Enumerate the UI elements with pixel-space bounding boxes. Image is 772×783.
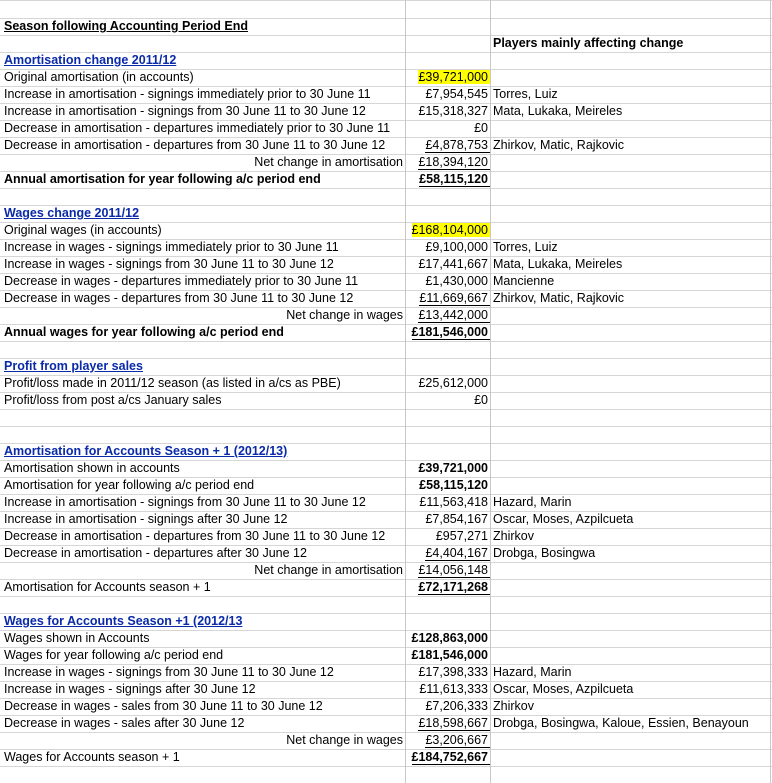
row-label[interactable]: Profit/loss from post a/cs January sales: [4, 393, 222, 407]
row-label[interactable]: Decrease in wages - departures immediately prior to 30 June 11: [4, 274, 359, 288]
total-label[interactable]: Annual amortisation for year following a/c period end: [4, 172, 321, 186]
value-text: £72,171,268: [418, 580, 488, 594]
row-label[interactable]: Increase in wages - signings immediately prior to 30 June 11: [4, 240, 339, 254]
row-value[interactable]: [406, 511, 490, 528]
value-text: £11,563,418: [419, 495, 488, 509]
row-players[interactable]: Oscar, Moses, Azpilcueta: [493, 682, 634, 696]
row-value[interactable]: [406, 69, 490, 86]
row-value[interactable]: [406, 460, 490, 477]
value-text: £1,430,000: [425, 274, 488, 288]
section-heading[interactable]: Amortisation for Accounts Season + 1 (2012/13): [4, 444, 288, 458]
value-text: £25,612,000: [418, 376, 488, 390]
total-label[interactable]: Annual wages for year following a/c period end: [4, 325, 284, 339]
row-value[interactable]: [406, 698, 490, 715]
row-label[interactable]: Profit/loss made in 2011/12 season (as listed in a/cs as PBE): [4, 376, 341, 390]
row-players[interactable]: Zhirkov: [493, 699, 534, 713]
value-text: £58,115,120: [419, 172, 488, 186]
value-text: £9,100,000: [425, 240, 488, 254]
value-text: £0: [474, 393, 488, 407]
row-value[interactable]: [406, 103, 490, 120]
row-value[interactable]: [406, 273, 490, 290]
row-label[interactable]: Increase in wages - signings from 30 June 11 to 30 June 12: [4, 257, 334, 271]
players-column-header[interactable]: Players mainly affecting change: [493, 36, 684, 50]
value-text: £3,206,667: [425, 733, 488, 747]
row-players[interactable]: Zhirkov, Matic, Rajkovic: [493, 138, 625, 152]
value-text: £7,854,167: [425, 512, 488, 526]
row-players[interactable]: Zhirkov: [493, 529, 534, 543]
row-value[interactable]: [406, 137, 490, 154]
row-players[interactable]: Mata, Lukaka, Meireles: [493, 257, 623, 271]
section-heading[interactable]: Amortisation change 2011/12: [4, 53, 177, 67]
row-value[interactable]: [406, 477, 490, 494]
value-text: £128,863,000: [411, 631, 488, 645]
row-label[interactable]: Decrease in wages - departures from 30 June 11 to 30 June 12: [4, 291, 354, 305]
value-text: £15,318,327: [418, 104, 488, 118]
row-label[interactable]: Original amortisation (in accounts): [4, 70, 194, 84]
net-change-label[interactable]: Net change in wages: [286, 308, 403, 322]
row-label[interactable]: Decrease in wages - sales after 30 June 12: [4, 716, 245, 730]
row-label[interactable]: Original wages (in accounts): [4, 223, 162, 237]
total-label[interactable]: Wages for Accounts season + 1: [4, 750, 180, 764]
row-players[interactable]: Mancienne: [493, 274, 555, 288]
row-value[interactable]: [406, 239, 490, 256]
value-text: £4,404,167: [425, 546, 488, 560]
net-change-value[interactable]: [406, 307, 490, 324]
row-value[interactable]: [406, 528, 490, 545]
row-value[interactable]: [406, 715, 490, 732]
row-players[interactable]: Mata, Lukaka, Meireles: [493, 104, 623, 118]
row-label[interactable]: Decrease in amortisation - departures from 30 June 11 to 30 June 12: [4, 529, 386, 543]
total-value[interactable]: [406, 579, 490, 596]
row-label[interactable]: Increase in amortisation - signings immediately prior to 30 June 11: [4, 87, 371, 101]
row-label[interactable]: Amortisation shown in accounts: [4, 461, 180, 475]
row-value[interactable]: [406, 647, 490, 664]
value-text: £7,954,545: [425, 87, 488, 101]
row-label[interactable]: Decrease in amortisation - departures from 30 June 11 to 30 June 12: [4, 138, 386, 152]
value-text: £957,271: [435, 529, 488, 543]
row-label[interactable]: Decrease in amortisation - departures immediately prior to 30 June 11: [4, 121, 391, 135]
value-text: £7,206,333: [425, 699, 488, 713]
total-value[interactable]: [406, 749, 490, 766]
row-players[interactable]: Hazard, Marin: [493, 495, 572, 509]
row-players[interactable]: Hazard, Marin: [493, 665, 572, 679]
net-change-label[interactable]: Net change in amortisation: [254, 563, 403, 577]
value-text: £181,546,000: [411, 648, 488, 662]
row-label[interactable]: Increase in wages - signings after 30 June 12: [4, 682, 256, 696]
row-value[interactable]: [406, 681, 490, 698]
row-value[interactable]: [406, 494, 490, 511]
value-text: £11,669,667: [419, 291, 488, 305]
row-value[interactable]: [406, 545, 490, 562]
row-players[interactable]: Oscar, Moses, Azpilcueta: [493, 512, 634, 526]
row-label[interactable]: Amortisation for year following a/c period end: [4, 478, 255, 492]
value-text: £181,546,000: [411, 325, 488, 339]
net-change-value[interactable]: [406, 732, 490, 749]
sheet-title[interactable]: Season following Accounting Period End: [4, 19, 248, 33]
row-value[interactable]: [406, 392, 490, 409]
value-text: £39,721,000: [418, 461, 488, 475]
row-players[interactable]: Torres, Luiz: [493, 240, 558, 254]
row-label[interactable]: Increase in amortisation - signings from 30 June 11 to 30 June 12: [4, 104, 366, 118]
value-text: £17,398,333: [418, 665, 488, 679]
row-value[interactable]: [406, 630, 490, 647]
value-text: £0: [474, 121, 488, 135]
row-players[interactable]: Zhirkov, Matic, Rajkovic: [493, 291, 625, 305]
column-divider: [490, 0, 491, 783]
row-label[interactable]: Wages shown in Accounts: [4, 631, 150, 645]
row-players[interactable]: Drobga, Bosingwa: [493, 546, 596, 560]
column-divider: [770, 0, 771, 783]
row-label[interactable]: Increase in amortisation - signings from 30 June 11 to 30 June 12: [4, 495, 366, 509]
row-label[interactable]: Increase in wages - signings from 30 June 11 to 30 June 12: [4, 665, 334, 679]
row-value[interactable]: [406, 86, 490, 103]
value-text: £13,442,000: [418, 308, 488, 322]
section-heading[interactable]: Wages for Accounts Season +1 (2012/13: [4, 614, 243, 628]
value-text: £14,056,148: [418, 563, 488, 577]
row-players[interactable]: Drobga, Bosingwa, Kaloue, Essien, Benayoun: [493, 716, 749, 730]
row-value[interactable]: [406, 222, 490, 239]
value-text: £4,878,753: [425, 138, 488, 152]
row-value[interactable]: [406, 664, 490, 681]
value-text: £18,598,667: [418, 716, 488, 730]
value-text: £11,613,333: [419, 682, 488, 696]
value-text: £184,752,667: [411, 750, 488, 764]
value-text: £39,721,000: [418, 70, 488, 84]
row-label[interactable]: Increase in amortisation - signings after 30 June 12: [4, 512, 288, 526]
row-label[interactable]: Decrease in amortisation - departures after 30 June 12: [4, 546, 307, 560]
row-value[interactable]: [406, 256, 490, 273]
total-value[interactable]: [406, 324, 490, 341]
row-value[interactable]: [406, 290, 490, 307]
net-change-value[interactable]: [406, 562, 490, 579]
section-heading[interactable]: Wages change 2011/12: [4, 206, 140, 220]
row-value[interactable]: [406, 375, 490, 392]
net-change-label[interactable]: Net change in wages: [286, 733, 403, 747]
value-text: £58,115,120: [419, 478, 488, 492]
row-label[interactable]: Decrease in wages - sales from 30 June 11 to 30 June 12: [4, 699, 323, 713]
row-value[interactable]: [406, 120, 490, 137]
row-label[interactable]: Wages for year following a/c period end: [4, 648, 224, 662]
total-value[interactable]: [406, 171, 490, 188]
net-change-value[interactable]: [406, 154, 490, 171]
row-players[interactable]: Torres, Luiz: [493, 87, 558, 101]
total-label[interactable]: Amortisation for Accounts season + 1: [4, 580, 211, 594]
value-text: £18,394,120: [418, 155, 488, 169]
value-text: £168,104,000: [411, 223, 488, 237]
section-heading[interactable]: Profit from player sales: [4, 359, 143, 373]
net-change-label[interactable]: Net change in amortisation: [254, 155, 403, 169]
value-text: £17,441,667: [418, 257, 488, 271]
